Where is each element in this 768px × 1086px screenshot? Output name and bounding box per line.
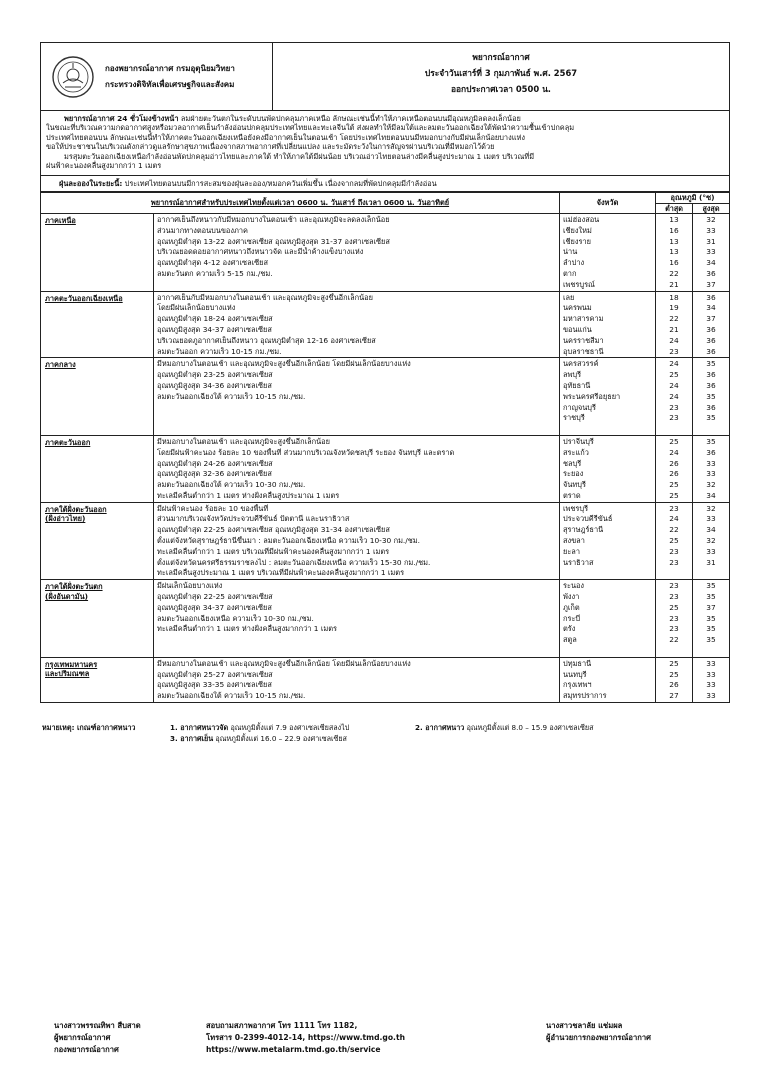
title-block: [273, 43, 729, 110]
description-line: ลมตะวันออกเฉียงเหนือ ความเร็ว 10-30 กม./ชม.: [157, 613, 314, 623]
description-line: ลมตะวันออกเฉียงใต้ ความเร็ว 10-15 กม./ชม.: [157, 391, 306, 401]
description-line: มีหมอกบางในตอนเช้า และอุณหภูมิจะสูงขึ้นอีกเล็กน้อย: [157, 436, 330, 446]
max-temp-cell-column: [693, 435, 730, 502]
max-temp-cell: 33: [706, 680, 716, 690]
province-cell: ตาก: [563, 268, 577, 278]
region-row: [41, 358, 730, 436]
max-temp-cell-column: [693, 502, 730, 580]
province-cell: ระนอง: [563, 581, 585, 591]
description-line: ลมตะวันออกเฉียงใต้ ความเร็ว 10-15 กม./ชม.: [157, 691, 306, 701]
province-cell: เชียงราย: [563, 236, 591, 246]
province-cell: สตูล: [563, 635, 577, 645]
max-temp-cell: 34: [706, 525, 716, 535]
max-temp-cell: 35: [706, 359, 716, 369]
min-temp-cell: 26: [669, 680, 679, 690]
province-cell: อุทัยธานี: [563, 380, 591, 390]
province-cell-column: [560, 213, 656, 291]
description-line: อุณหภูมิต่ำสุด 23-25 องศาเซลเซียส: [157, 370, 273, 380]
region-title: กรุงเทพมหานคร: [45, 659, 98, 669]
tmd-seal-icon: [51, 55, 95, 99]
max-temp-cell: 35: [706, 391, 716, 401]
region-subtitle: (ฝั่งอ่าวไทย): [45, 514, 86, 524]
summary-line-1: ลมฝ่ายตะวันตกในระดับบนพัดปกคลุมภาคเหนือ ลักษณะเช่นนี้ทำให้ภาคเหนือตอนบนมีอุณหภูมิลดลงเล็กน้อย: [180, 114, 521, 123]
description-line: ตั้งแต่จังหวัดสุราษฎร์ธานีขึ้นมา : ลมตะวันออกเฉียงเหนือ ความเร็ว 10-30 กม./ชม.: [157, 536, 421, 546]
summary-line-3: ประเทศไทยตอนบน ลักษณะเช่นนี้ทำให้ภาคตะวันออกเฉียงเหนือยังคงมีอากาศเย็นในตอนเช้า โดยประเทศไทยตอนบนมีหมอกบางกับมีฝนเล็กน้อยบางแห่ง: [46, 132, 525, 142]
remarks: [40, 723, 730, 745]
min-temp-cell: 23: [669, 624, 679, 634]
min-temp-cell: 23: [669, 413, 679, 423]
province-cell: ลำปาง: [563, 258, 585, 268]
summary-line-6: ฝนฟ้าคะนองคลื่นสูงมากกว่า 1 เมตร: [46, 161, 162, 171]
max-temp-cell: 35: [706, 592, 716, 602]
max-temp-cell-column: [693, 358, 730, 436]
min-temp-cell: 26: [669, 469, 679, 479]
province-cell: นครพนม: [563, 303, 592, 313]
province-cell: ระยอง: [563, 469, 584, 479]
max-temp-cell: 33: [706, 658, 716, 668]
description-line: อุณหภูมิสูงสุด 32-36 องศาเซลเซียส: [157, 469, 272, 479]
province-cell: มหาสารคาม: [563, 314, 604, 324]
min-temp-cell: 22: [669, 525, 679, 535]
max-temp-cell: 35: [706, 624, 716, 634]
max-temp-cell: 32: [706, 214, 716, 224]
max-temp-cell-column: [693, 213, 730, 291]
min-temp-cell-column: [656, 291, 693, 358]
min-temp-cell: 24: [669, 447, 679, 457]
region-description: [154, 657, 560, 702]
criteria-2-text: อุณหภูมิตั้งแต่ 8.0 – 15.9 องศาเซลเซียส: [466, 723, 594, 733]
description-line: ทะเลมีคลื่นสูงประมาณ 1 เมตร บริเวณที่มีฝนฟ้าคะนองคลื่นสูงมากกว่า 1 เมตร: [157, 568, 405, 578]
min-temp-header: ต่ำสุด: [656, 203, 693, 213]
min-temp-cell: 24: [669, 391, 679, 401]
province-cell: พระนครศรีอยุธยา: [563, 391, 621, 401]
forecaster-block: [54, 1020, 206, 1055]
province-cell: กรุงเทพฯ: [563, 680, 592, 690]
province-cell: สมุทรปราการ: [563, 691, 607, 701]
description-line: มีหมอกบางในตอนเช้า และอุณหภูมิจะสูงขึ้นอีกเล็กน้อย โดยมีฝนเล็กน้อยบางแห่ง: [157, 359, 411, 369]
department-name: กองพยากรณ์อากาศ กรมอุตุนิยมวิทยา: [105, 64, 235, 74]
min-temp-cell: 23: [669, 581, 679, 591]
min-temp-cell: 25: [669, 480, 679, 490]
description-line: ทะเลมีคลื่นต่ำกว่า 1 เมตร ห่างฝั่งคลื่นสูงประมาณ 1 เมตร: [157, 490, 340, 500]
province-cell: เพชรบูรณ์: [563, 279, 595, 289]
min-temp-cell: 16: [669, 225, 679, 235]
min-temp-cell: 23: [669, 546, 679, 556]
max-temp-cell: 36: [706, 324, 716, 334]
max-temp-cell: 33: [706, 247, 716, 257]
description-line: อุณหภูมิต่ำสุด 13-22 องศาเซลเซียส อุณหภูมิสูงสุด 31-37 องศาเซลเซียส: [157, 236, 390, 246]
province-cell: สุราษฎร์ธานี: [563, 525, 604, 535]
dust-box: [40, 176, 730, 192]
min-temp-cell: [656, 568, 692, 579]
min-temp-cell: 25: [669, 602, 679, 612]
province-cell: จันทบุรี: [563, 480, 586, 490]
province-cell: ภูเก็ต: [563, 602, 580, 612]
max-temp-cell: 32: [706, 480, 716, 490]
max-temp-cell: 31: [706, 557, 716, 567]
region-row: [41, 213, 730, 291]
province-cell: นครสวรรค์: [563, 359, 599, 369]
header-box: [40, 42, 730, 111]
min-temp-cell: 23: [669, 557, 679, 567]
description-line: [157, 413, 556, 424]
director-role: ผู้อำนวยการกองพยากรณ์อากาศ: [546, 1032, 651, 1042]
province-cell: เพชรบุรี: [563, 503, 589, 513]
summary-line-2: ในขณะที่บริเวณความกดอากาศสูงหรือมวลอากาศเย็นกำลังอ่อนปกคลุมประเทศไทยและทะเลจีนใต้ ส่งผลทำให้มีลมใต้และลมตะวันออกเฉียงใต้พัดนำความชื้นเข้าปกคลุม: [46, 123, 575, 133]
description-line: ลมตะวันออกเฉียงใต้ ความเร็ว 10-30 กม./ชม.: [157, 480, 306, 490]
max-temp-cell: 33: [706, 669, 716, 679]
min-temp-cell: 25: [669, 370, 679, 380]
max-temp-cell: 36: [706, 380, 716, 390]
region-name: [41, 291, 154, 358]
description-line: อุณหภูมิต่ำสุด 22-25 องศาเซลเซียส อุณหภูมิสูงสุด 31-34 องศาเซลเซียส: [157, 525, 390, 535]
description-line: ทะเลมีคลื่นต่ำกว่า 1 เมตร ห่างฝั่งคลื่นสูงมากกว่า 1 เมตร: [157, 624, 337, 634]
description-line: ลมตะวันออก ความเร็ว 10-15 กม./ชม.: [157, 346, 282, 356]
province-cell: ลพบุรี: [563, 370, 582, 380]
province-cell: นนทบุรี: [563, 669, 587, 679]
criteria-1-text: อุณหภูมิตั้งแต่ 7.9 องศาเซลเซียสลงไป: [230, 723, 350, 733]
description-line: บริเวณยอดภูอากาศเย็นถึงหนาว อุณหภูมิต่ำสุด 12-16 องศาเซลเซียส: [157, 335, 376, 345]
description-line: อุณหภูมิต่ำสุด 18-24 องศาเซลเซียส: [157, 314, 273, 324]
max-temp-cell-column: [693, 657, 730, 702]
min-temp-cell: 13: [669, 214, 679, 224]
contact-block: [206, 1020, 546, 1055]
province-cell: ราชบุรี: [563, 413, 585, 423]
min-temp-cell: 23: [669, 613, 679, 623]
region-description: [154, 580, 560, 658]
region-description: [154, 435, 560, 502]
forecaster-name: นางสาวพรรณทิพา สืบสาด: [54, 1021, 141, 1030]
region-row: [41, 291, 730, 358]
description-line: อุณหภูมิสูงสุด 33-35 องศาเซลเซียส: [157, 680, 272, 690]
criteria-1-label: 1. อากาศหนาวจัด: [170, 723, 229, 733]
ministry-name: กระทรวงดิจิทัลเพื่อเศรษฐกิจและสังคม: [105, 79, 235, 89]
region-name: [41, 213, 154, 291]
temperature-header: อุณหภูมิ (°ซ): [656, 193, 730, 203]
min-temp-cell: 25: [669, 658, 679, 668]
region-title: ภาคตะวันออก: [45, 437, 91, 447]
max-temp-cell: 36: [706, 292, 716, 302]
max-temp-cell: [693, 568, 729, 579]
province-cell: ประจวบคีรีขันธ์: [563, 514, 613, 524]
director-name: นางสาวชลาลัย แช่มผล: [546, 1021, 623, 1030]
min-temp-cell: 25: [669, 536, 679, 546]
description-line: อากาศเย็นถึงหนาวกับมีหมอกบางในตอนเช้า และอุณหภูมิจะลดลงเล็กน้อย: [157, 214, 390, 224]
max-temp-cell: 33: [706, 469, 716, 479]
max-temp-cell: 31: [706, 236, 716, 246]
min-temp-cell: 24: [669, 380, 679, 390]
min-temp-cell: 25: [669, 490, 679, 500]
contact-link[interactable]: https://www.metalarm.tmd.go.th/service: [206, 1044, 381, 1054]
province-cell: ชลบุรี: [563, 458, 582, 468]
region-row: [41, 435, 730, 502]
region-title: ภาคตะวันออกเฉียงเหนือ: [45, 293, 123, 303]
date-line: ประจำวันเสาร์ที่ 3 กุมภาพันธ์ พ.ศ. 2567: [424, 67, 578, 78]
max-temp-cell: 33: [706, 546, 716, 556]
region-subtitle: และปริมณฑล: [45, 669, 90, 679]
province-cell-column: [560, 502, 656, 580]
min-temp-cell: 26: [669, 458, 679, 468]
province-cell-column: [560, 657, 656, 702]
min-temp-cell: 18: [669, 292, 679, 302]
max-temp-cell-column: [693, 580, 730, 658]
min-temp-cell-column: [656, 435, 693, 502]
max-temp-cell: 36: [706, 268, 716, 278]
province-cell: ปทุมธานี: [563, 658, 592, 668]
max-temp-cell: 37: [706, 314, 716, 324]
description-line: ตั้งแต่จังหวัดนครศรีธรรมราชลงไป : ลมตะวันออกเฉียงเหนือ ความเร็ว 15-30 กม./ชม.: [157, 557, 431, 567]
min-temp-cell-column: [656, 213, 693, 291]
region-description: [154, 358, 560, 436]
province-cell: สระแก้ว: [563, 447, 589, 457]
region-name: [41, 358, 154, 436]
description-line: อากาศเย็นกับมีหมอกบางในตอนเช้า และอุณหภูมิจะสูงขึ้นอีกเล็กน้อย: [157, 292, 373, 302]
min-temp-cell: 23: [669, 402, 679, 412]
min-temp-cell-column: [656, 657, 693, 702]
province-cell: ตรัง: [563, 624, 576, 634]
description-line: อุณหภูมิสูงสุด 34-36 องศาเซลเซียส: [157, 380, 272, 390]
province-cell: แม่ฮ่องสอน: [563, 214, 600, 224]
description-line: [157, 424, 556, 435]
region-row: [41, 502, 730, 580]
province-cell-column: [560, 291, 656, 358]
description-line: [157, 403, 556, 414]
description-line: โดยมีฝนเล็กน้อยบางแห่ง: [157, 303, 236, 313]
description-line: อุณหภูมิต่ำสุด 4-12 องศาเซลเซียส: [157, 258, 268, 268]
province-cell: กระบี่: [563, 613, 581, 623]
min-temp-cell: 13: [669, 236, 679, 246]
min-temp-cell: 27: [669, 691, 679, 701]
max-temp-cell: 33: [706, 691, 716, 701]
criteria-3-text: อุณหภูมิตั้งแต่ 16.0 – 22.9 องศาเซลเซียส: [215, 734, 347, 744]
max-temp-cell: 33: [706, 458, 716, 468]
min-temp-cell: 22: [669, 268, 679, 278]
description-line: อุณหภูมิสูงสุด 34-37 องศาเซลเซียส: [157, 602, 272, 612]
region-name: [41, 657, 154, 702]
min-temp-cell: 21: [669, 324, 679, 334]
description-line: [157, 635, 556, 646]
description-line: ส่วนมากบริเวณจังหวัดประจวบคีรีขันธ์ ปัตตานี และนราธิวาส: [157, 514, 350, 524]
max-temp-cell: 34: [706, 258, 716, 268]
max-temp-cell: 36: [706, 447, 716, 457]
region-row: [41, 657, 730, 702]
province-cell: [563, 568, 652, 579]
criteria-3-label: 3. อากาศเย็น: [170, 734, 214, 744]
min-temp-cell: 24: [669, 359, 679, 369]
province-cell: กาญจนบุรี: [563, 402, 596, 412]
region-description: [154, 502, 560, 580]
page-title: พยากรณ์อากาศ: [472, 52, 530, 62]
max-temp-header: สูงสุด: [693, 203, 730, 213]
min-temp-cell: 22: [669, 314, 679, 324]
region-name: [41, 580, 154, 658]
max-temp-cell: 32: [706, 503, 716, 513]
contact-fax: โทรสาร 0-2399-4012-14, https://www.tmd.go.th: [206, 1032, 405, 1042]
region-name: [41, 435, 154, 502]
min-temp-cell: 24: [669, 514, 679, 524]
province-cell: ยะลา: [563, 546, 580, 556]
description-line: บริเวณยอดดอยอากาศหนาวถึงหนาวจัด และมีน้ำค้างแข็งบางแห่ง: [157, 247, 364, 257]
max-temp-cell: 35: [706, 413, 716, 423]
province-cell: นครราชสีมา: [563, 335, 604, 345]
min-temp-cell: 21: [669, 279, 679, 289]
max-temp-cell: 35: [706, 581, 716, 591]
region-subtitle: (ฝั่งอันดามัน): [45, 591, 89, 601]
forecast-table: [40, 192, 730, 703]
max-temp-cell: 35: [706, 635, 716, 645]
province-header: จังหวัด: [560, 193, 656, 214]
description-line: ส่วนมากทางตอนบนของภาค: [157, 225, 248, 235]
min-temp-cell: 24: [669, 335, 679, 345]
description-line: ทะเลมีคลื่นต่ำกว่า 1 เมตร บริเวณที่มีฝนฟ้าคะนองคลื่นสูงมากกว่า 1 เมตร: [157, 546, 390, 556]
forecast-sheet: [40, 42, 730, 745]
min-temp-cell: 23: [669, 592, 679, 602]
min-temp-cell: 22: [669, 635, 679, 645]
region-title: ภาคเหนือ: [45, 215, 76, 225]
max-temp-cell: 36: [706, 402, 716, 412]
province-cell: น่าน: [563, 247, 578, 257]
province-cell: ขอนแก่น: [563, 324, 592, 334]
province-cell: เชียงใหม่: [563, 225, 592, 235]
province-cell: นราธิวาส: [563, 557, 594, 567]
min-temp-cell: 25: [669, 436, 679, 446]
forecaster-division: กองพยากรณ์อากาศ: [54, 1044, 119, 1054]
max-temp-cell: 35: [706, 613, 716, 623]
department-block: [41, 43, 273, 110]
region-description: [154, 213, 560, 291]
max-temp-cell: 32: [706, 536, 716, 546]
description-line: อุณหภูมิต่ำสุด 24-26 องศาเซลเซียส: [157, 458, 273, 468]
description-line: โดยมีฝนฟ้าคะนอง ร้อยละ 10 ของพื้นที่ ส่วนมากบริเวณจังหวัดชลบุรี ระยอง จันทบุรี และตราด: [157, 447, 455, 457]
dust-text: ประเทศไทยตอนบนมีการสะสมของฝุ่นละออง/หมอกควันเพิ่มขึ้น เนื่องจากลมที่พัดปกคลุมมีกำลังอ่อน: [124, 178, 437, 188]
dust-label: ฝุ่นละอองในระยะนี้:: [59, 178, 123, 188]
max-temp-cell: 36: [706, 346, 716, 356]
region-row: [41, 580, 730, 658]
min-temp-cell: 13: [669, 247, 679, 257]
min-temp-cell: 23: [669, 503, 679, 513]
description-line: ลมตะวันตก ความเร็ว 5-15 กม./ชม.: [157, 268, 273, 278]
summary-box: [40, 111, 730, 176]
province-cell: พังงา: [563, 592, 580, 602]
criteria-2-label: 2. อากาศหนาว: [415, 723, 465, 733]
province-cell: ปราจีนบุรี: [563, 436, 594, 446]
region-name: [41, 502, 154, 580]
min-temp-cell-column: [656, 580, 693, 658]
province-cell: ตราด: [563, 490, 581, 500]
province-cell: สงขลา: [563, 536, 585, 546]
description-line: [157, 280, 556, 291]
summary-line-4: ขอให้ประชาชนในบริเวณดังกล่าวดูแลรักษาสุขภาพเนื่องจากสภาพอากาศที่เปลี่ยนแปลง และระมัดระวังในการสัญจรผ่านบริเวณที่มีหมอกไว้ด้วย: [46, 142, 495, 152]
issued-time: ออกประกาศเวลา 0500 น.: [451, 83, 551, 94]
province-cell-column: [560, 358, 656, 436]
max-temp-cell: 36: [706, 370, 716, 380]
min-temp-cell: 25: [669, 669, 679, 679]
max-temp-cell: 33: [706, 225, 716, 235]
description-line: อุณหภูมิต่ำสุด 22-25 องศาเซลเซียส: [157, 592, 273, 602]
description-line: อุณหภูมิต่ำสุด 25-27 องศาเซลเซียส: [157, 669, 273, 679]
min-temp-cell: 23: [669, 346, 679, 356]
min-temp-cell-column: [656, 502, 693, 580]
province-cell-column: [560, 435, 656, 502]
region-title: ภาคใต้ฝั่งตะวันออก: [45, 504, 107, 514]
max-temp-cell: 33: [706, 514, 716, 524]
remarks-label: หมายเหตุ: เกณฑ์อากาศหนาว: [42, 723, 136, 733]
max-temp-cell: 35: [706, 436, 716, 446]
province-cell: เลย: [563, 292, 575, 302]
province-cell: อุบลราชธานี: [563, 346, 604, 356]
min-temp-cell: 19: [669, 303, 679, 313]
forecaster-role: ผู้พยากรณ์อากาศ: [54, 1032, 111, 1042]
contact-phone: สอบถามสภาพอากาศ โทร 1111 โทร 1182,: [206, 1021, 358, 1030]
max-temp-cell: 34: [706, 490, 716, 500]
footer: [54, 1020, 744, 1055]
description-line: อุณหภูมิสูงสุด 34-37 องศาเซลเซียส: [157, 324, 272, 334]
description-line: มีหมอกบางในตอนเช้า และอุณหภูมิจะสูงขึ้นอีกเล็กน้อย โดยมีฝนเล็กน้อยบางแห่ง: [157, 658, 411, 668]
description-line: มีฝนเล็กน้อยบางแห่ง: [157, 581, 223, 591]
forecast-period-header: พยากรณ์อากาศสำหรับประเทศไทยตั้งแต่เวลา 0600 น. วันเสาร์ ถึงเวลา 0600 น. วันอาทิตย์: [41, 193, 560, 214]
max-temp-cell: 36: [706, 335, 716, 345]
region-title: ภาคใต้ฝั่งตะวันตก: [45, 582, 103, 592]
max-temp-cell: 37: [706, 279, 716, 289]
min-temp-cell-column: [656, 358, 693, 436]
director-block: [546, 1020, 744, 1055]
region-title: ภาคกลาง: [45, 360, 76, 370]
max-temp-cell: 34: [706, 303, 716, 313]
max-temp-cell-column: [693, 291, 730, 358]
max-temp-cell: 37: [706, 602, 716, 612]
province-cell-column: [560, 580, 656, 658]
description-line: [157, 646, 556, 657]
summary-line-5: มรสุมตะวันออกเฉียงเหนือกำลังอ่อนพัดปกคลุมอ่าวไทยและภาคใต้ ทำให้ภาคใต้มีฝนน้อย บริเวณอ่าวไทยตอนล่างมีคลื่นสูงประมาณ 1 เมตร บริเวณที่มี: [64, 151, 535, 161]
description-line: มีฝนฟ้าคะนอง ร้อยละ 10 ของพื้นที่: [157, 503, 269, 513]
summary-lead: พยากรณ์อากาศ 24 ชั่วโมงข้างหน้า: [64, 114, 179, 123]
region-description: [154, 291, 560, 358]
min-temp-cell: 16: [669, 258, 679, 268]
